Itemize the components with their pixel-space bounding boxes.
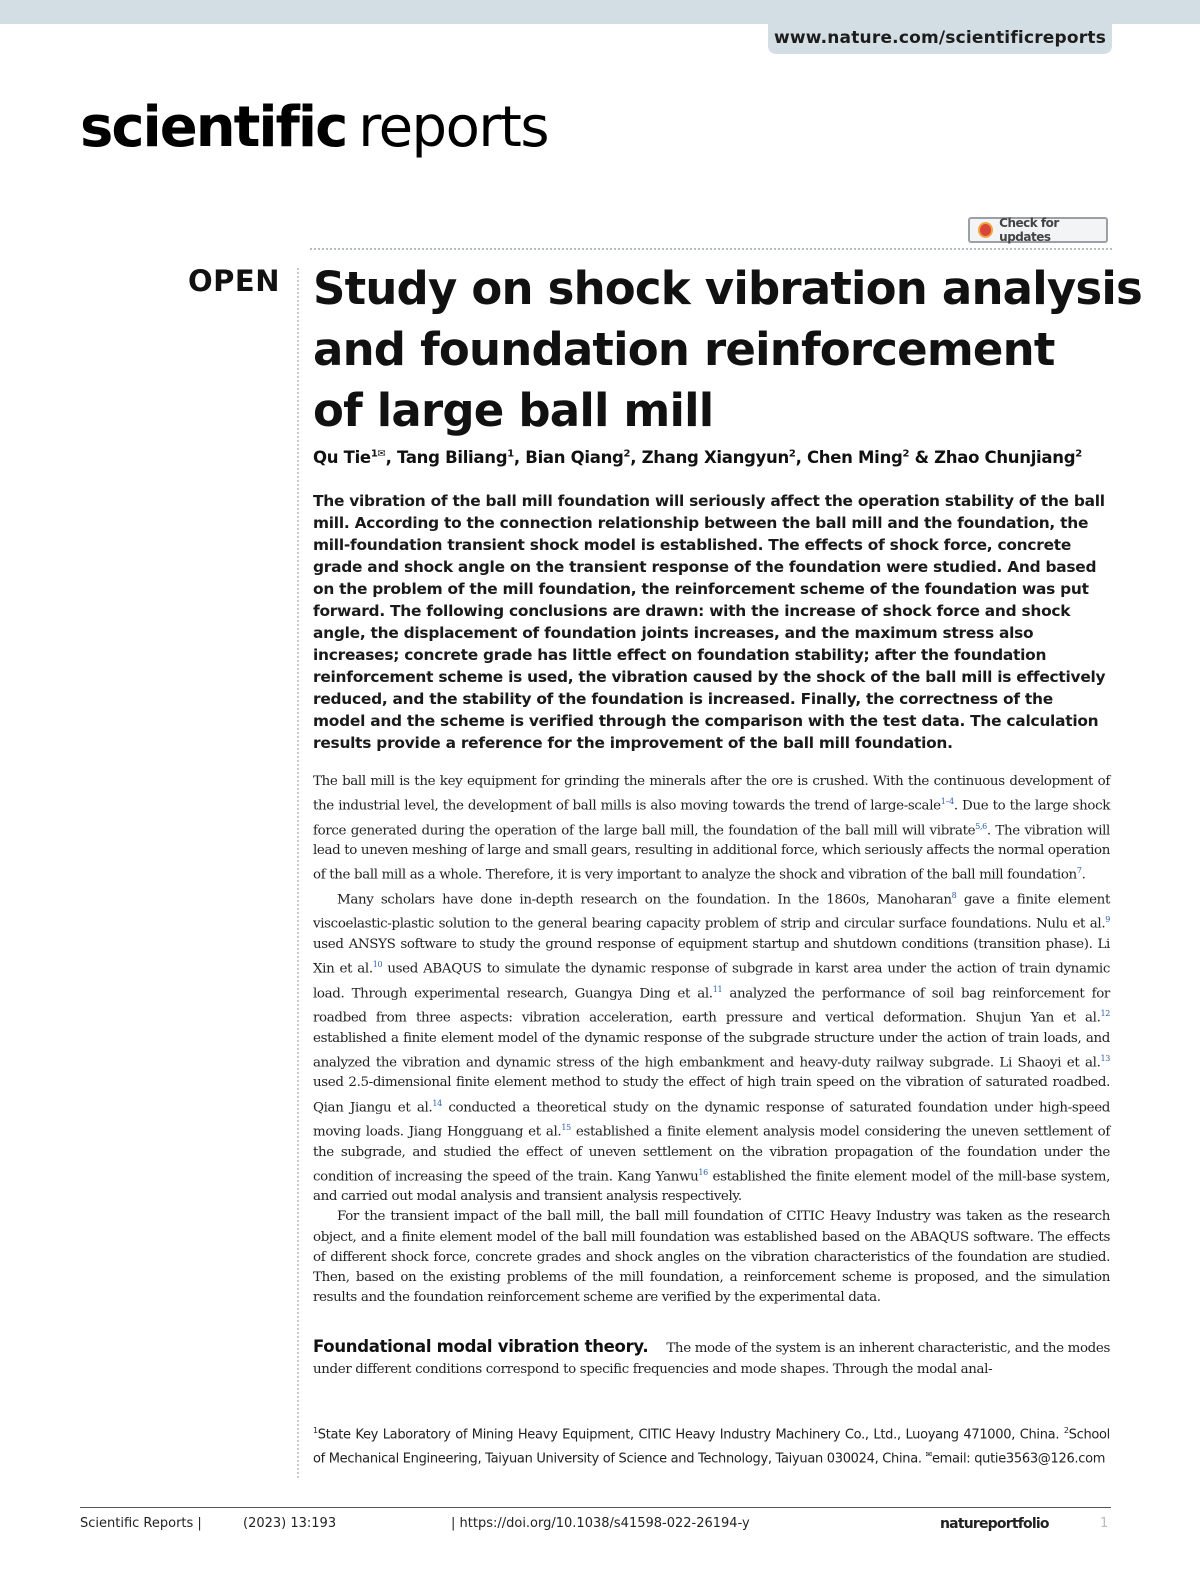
title-line: of large ball mill bbox=[313, 384, 714, 437]
body-paragraph bbox=[313, 1207, 1110, 1307]
citation-ref[interactable]: 12 bbox=[1100, 1009, 1110, 1019]
body-text-run: Many scholars have done in-depth research on the foundation. In the 1860s, Manoharan bbox=[337, 892, 952, 908]
body-text-run: conducted a theoretical study on the dynamic response of saturated foundation under high-speed moving loads. Jiang Hongguang et al. bbox=[313, 1100, 1110, 1140]
citation-ref[interactable]: 5,6 bbox=[975, 821, 987, 831]
abstract: The vibration of the ball mill foundation will seriously affect the operation stability of the ball mill. According to the connection relationship between the ball mill and the foundation, the mill-foundation transient shock model is established. The effects of shock force, concrete grade and shock angle on the transient response of the foundation were studied. And based on the problem of the mill foundation, the reinforcement scheme of the foundation was put forward. The following conclusions are drawn: with the increase of shock force and shock angle, the displacement of foundation joints increases, and the maximum stress also increases; concrete grade has little effect on foundation stability; after the foundation reinforcement scheme is used, the vibration caused by the shock of the ball mill is effectively reduced, and the stability of the foundation is increased. Finally, the correctness of the model and the scheme is verified through the comparison with the test data. The calculation results provide a reference for the improvement of the ball mill foundation. bbox=[313, 492, 1106, 752]
title-line: and foundation reinforcement bbox=[313, 323, 1055, 376]
body-paragraph bbox=[313, 772, 1110, 886]
nature-portfolio-logo: natureportfolio bbox=[940, 1516, 1049, 1532]
section-heading: Foundational modal vibration theory. bbox=[313, 1337, 649, 1356]
body-text-run: . Due to the large shock force generated during the operation of the large ball mill, the foundation of the ball mill will vibrate bbox=[313, 798, 1110, 839]
header-divider bbox=[310, 248, 1112, 250]
body-text-run: For the transient impact of the ball mill, the ball mill foundation of CITIC Heavy Industry was taken as the research object, and a finite element model of the ball mill foundation was established based on the ABAQUS software. The effects of different shock force, concrete grades and shock angles on the vibration characteristics of the foundation are studied. Then, based on the existing problems of the mill foundation, a reinforcement scheme is proposed, and the simulation results and the foundation reinforcement scheme are verified by the experimental data. bbox=[313, 1209, 1110, 1305]
body-text-run: . The vibration will lead to uneven meshing of large and small gears, resulting in additional force, which seriously affects the normal operation of the ball mill as a whole. Therefore, it is very important to analyze the shock and vibration of the ball mill foundation bbox=[313, 823, 1111, 883]
check-for-updates-label: Check for updates bbox=[999, 216, 1059, 244]
section-text: The mode of the system is an inherent characteristic, and the modes under different conditions correspond to specific frequencies and mode shapes. Through the modal anal- bbox=[313, 1341, 1110, 1377]
author-name: Qu Tie bbox=[313, 448, 371, 467]
open-access-label: OPEN bbox=[188, 264, 280, 298]
body-text-run: established a finite element analysis model considering the uneven settlement of the subgrade, and studied the effect of uneven settlement on the vibration propagation of the foundation under the condition of increasing the speed of the train. Kang Yanwu bbox=[313, 1124, 1111, 1185]
author-name: Zhang Xiangyun bbox=[641, 448, 789, 467]
body-text-run: The ball mill is the key equipment for grinding the minerals after the ore is crushed. With the continuous development of the industrial level, the development of ball mills is also moving towards the trend of large-scale bbox=[313, 774, 1110, 814]
affiliation-text: School of Mechanical Engineering, Taiyuan University of Science and Technology, Taiyuan 030024, China. bbox=[313, 1427, 1110, 1467]
author-affiliation-mark: 1✉ bbox=[370, 448, 386, 460]
citation-ref[interactable]: 13 bbox=[1100, 1053, 1110, 1063]
journal-logo-word-1: scientific bbox=[80, 95, 347, 160]
body-text-run: analyzed the performance of soil bag reinforcement for roadbed from three aspects: vibration acceleration, earth pressure and vertical deformation. Shujun Yan et al. bbox=[313, 986, 1110, 1026]
crossmark-icon bbox=[978, 222, 993, 238]
affiliation-mark: ✉ bbox=[925, 1450, 932, 1460]
section-modal-theory bbox=[313, 1336, 1110, 1380]
body-paragraph bbox=[313, 886, 1110, 1208]
article-body bbox=[313, 772, 1110, 1308]
citation-ref[interactable]: 14 bbox=[432, 1098, 442, 1108]
body-text-run: . bbox=[1081, 867, 1086, 883]
citation-ref[interactable]: 8 bbox=[951, 890, 957, 900]
author-affiliation-mark: 2 bbox=[788, 448, 796, 460]
body-text-run: used 2.5-dimensional finite element method to study the effect of high train speed on the vibration of saturated roadbed. Qian Jiangu et al. bbox=[313, 1075, 1110, 1115]
author-separator: , bbox=[630, 448, 642, 467]
citation-ref[interactable]: 15 bbox=[561, 1123, 571, 1133]
footer-volume: (2023) 13:193 bbox=[243, 1516, 337, 1531]
author-separator: , bbox=[513, 448, 526, 467]
body-text-run: established the finite element model of the mill-base system, and carried out modal analysis and transient analysis respectively. bbox=[313, 1169, 1111, 1205]
body-text-run: used ANSYS software to study the ground response of equipment startup and shutdown conditions (transition phase). Li Xin et al. bbox=[313, 937, 1110, 977]
affiliation-mark: 1 bbox=[313, 1426, 318, 1435]
citation-ref[interactable]: 10 bbox=[372, 960, 383, 970]
journal-url[interactable]: www.nature.com/scientificreports bbox=[768, 22, 1112, 54]
author-name: Tang Biliang bbox=[397, 448, 508, 467]
author-separator: & bbox=[909, 448, 935, 467]
author-affiliation-mark: 2 bbox=[623, 448, 631, 460]
author-affiliation-mark: 2 bbox=[902, 448, 910, 460]
check-for-updates-button[interactable] bbox=[968, 217, 1108, 243]
body-text-run: used ABAQUS to simulate the dynamic response of subgrade in karst area under the action of train dynamic load. Through experimental research, Guangya Ding et al. bbox=[313, 961, 1111, 1002]
top-bar bbox=[0, 0, 1200, 24]
journal-logo-word-2: reports bbox=[358, 95, 549, 160]
citation-ref[interactable]: 7 bbox=[1076, 866, 1082, 876]
section-paragraph bbox=[313, 1336, 1110, 1380]
citation-ref[interactable]: 11 bbox=[712, 984, 723, 994]
author-name: Chen Ming bbox=[806, 448, 903, 467]
footer-journal: Scientific Reports | bbox=[80, 1516, 202, 1531]
article-title bbox=[313, 258, 1142, 441]
author-list bbox=[313, 448, 1113, 467]
affiliations bbox=[313, 1421, 1110, 1470]
title-line: Study on shock vibration analysis bbox=[313, 262, 1142, 315]
journal-logo bbox=[80, 95, 549, 160]
margin-divider bbox=[297, 268, 299, 1478]
page-number: 1 bbox=[1100, 1516, 1109, 1531]
body-text-run: gave a finite element viscoelastic-plastic solution to the general bearing capacity problem of strip and circular surface foundations. Nulu et al. bbox=[313, 892, 1110, 932]
citation-ref[interactable]: 9 bbox=[1105, 915, 1110, 925]
affiliation-text: email: qutie3563@126.com bbox=[931, 1451, 1106, 1467]
citation-ref[interactable]: 1–4 bbox=[940, 797, 954, 807]
footer-doi-link[interactable]: | https://doi.org/10.1038/s41598-022-26194-y bbox=[451, 1516, 750, 1531]
body-text-run: established a finite element model of the dynamic response of the subgrade structure under the action of train loads, and analyzed the vibration and dynamic stress of the high embankment and heavy-duty railway subgrade. Li Shaoyi et al. bbox=[313, 1030, 1110, 1071]
affiliation-mark: 2 bbox=[1063, 1426, 1069, 1435]
author-name: Bian Qiang bbox=[525, 448, 624, 467]
footer-divider bbox=[80, 1507, 1111, 1508]
citation-ref[interactable]: 16 bbox=[698, 1167, 708, 1177]
author-separator: , bbox=[385, 448, 397, 467]
author-affiliation-mark: 1 bbox=[507, 448, 514, 460]
author-name: Zhao Chunjiang bbox=[934, 448, 1076, 467]
author-separator: , bbox=[795, 448, 807, 467]
author-affiliation-mark: 2 bbox=[1075, 448, 1082, 460]
affiliation-text: State Key Laboratory of Mining Heavy Equipment, CITIC Heavy Industry Machinery Co., Ltd., Luoyang 471000, China. bbox=[317, 1427, 1064, 1443]
